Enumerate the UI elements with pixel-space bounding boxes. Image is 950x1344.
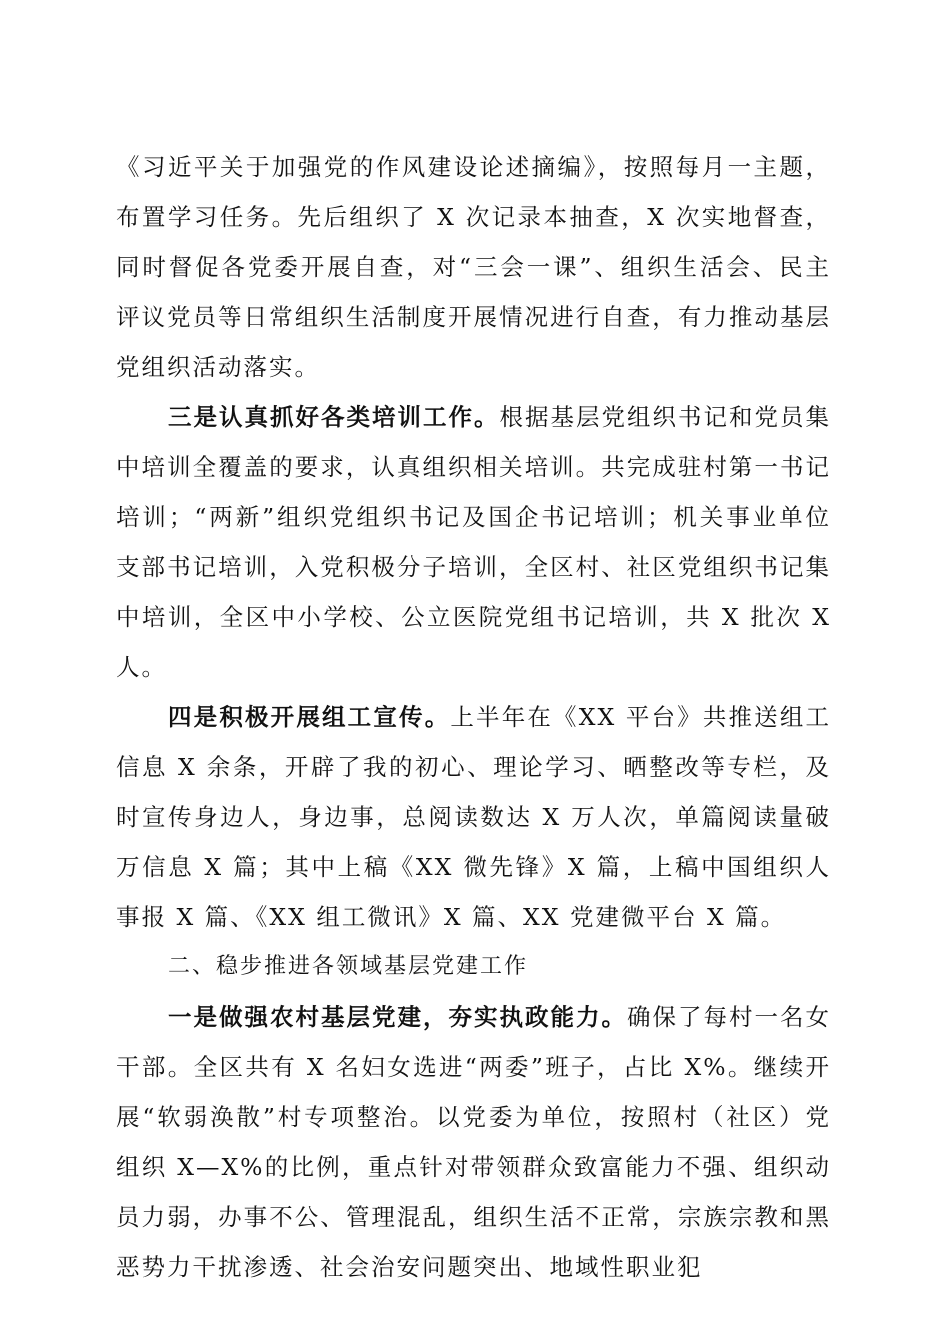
paragraph-continuation bbox=[116, 142, 831, 392]
section-heading: 二、稳步推进各领域基层党建工作 bbox=[168, 954, 529, 979]
paragraph-text: 《习近平关于加强党的作风建设论述摘编》，按照每月一主题，布置学习任务。先后组织了 X 次记录本抽查，X 次实地督查，同时督促各党委开展自查，对“三会一课”、组织生活会、民主评议党员等日常组织生活制度开展情况进行自查，有力推动基层党组织活动落实。 bbox=[116, 153, 831, 381]
paragraph-text: 根据基层党组织书记和党员集中培训全覆盖的要求，认真组织相关培训。共完成驻村第一书记培训；“两新”组织党组织书记及国企书记培训；机关事业单位支部书记培训，入党积极分子培训，全区村、社区党组织书记集中培训，全区中小学校、公立医院党组书记培训，共 X 批次 X 人。 bbox=[116, 403, 831, 681]
paragraph-text: 上半年在《XX 平台》共推送组工信息 X 余条，开辟了我的初心、理论学习、晒整改等专栏，及时宣传身边人，身边事，总阅读数达 X 万人次，单篇阅读量破万信息 X 篇；其中上稿《XX 微先锋》X 篇，上稿中国组织人事报 X 篇、《XX 组工微讯》X 篇、XX 党建微平台 X 篇。 bbox=[116, 703, 832, 931]
paragraph-lead: 四是积极开展组工宣传。 bbox=[168, 703, 451, 731]
paragraph-text: 确保了每村一名女干部。全区共有 X 名妇女选进“两委”班子，占比 X%。继续开展“软弱涣散”村专项整治。以党委为单位，按照村（社区）党组织 X—X%的比例，重点针对带领群众致富能力不强、组织动员力弱，办事不公、管理混乱，组织生活不正常，宗族宗教和黑恶势力干扰渗透、社会治安问题突出、地域性职业犯 bbox=[116, 1003, 831, 1281]
paragraph-training bbox=[116, 392, 831, 692]
paragraph-publicity bbox=[116, 692, 831, 942]
paragraph-lead: 一是做强农村基层党建，夯实执政能力。 bbox=[168, 1003, 627, 1031]
paragraph-rural bbox=[116, 992, 831, 1292]
paragraph-lead: 三是认真抓好各类培训工作。 bbox=[168, 403, 500, 431]
body-text bbox=[116, 142, 831, 1292]
